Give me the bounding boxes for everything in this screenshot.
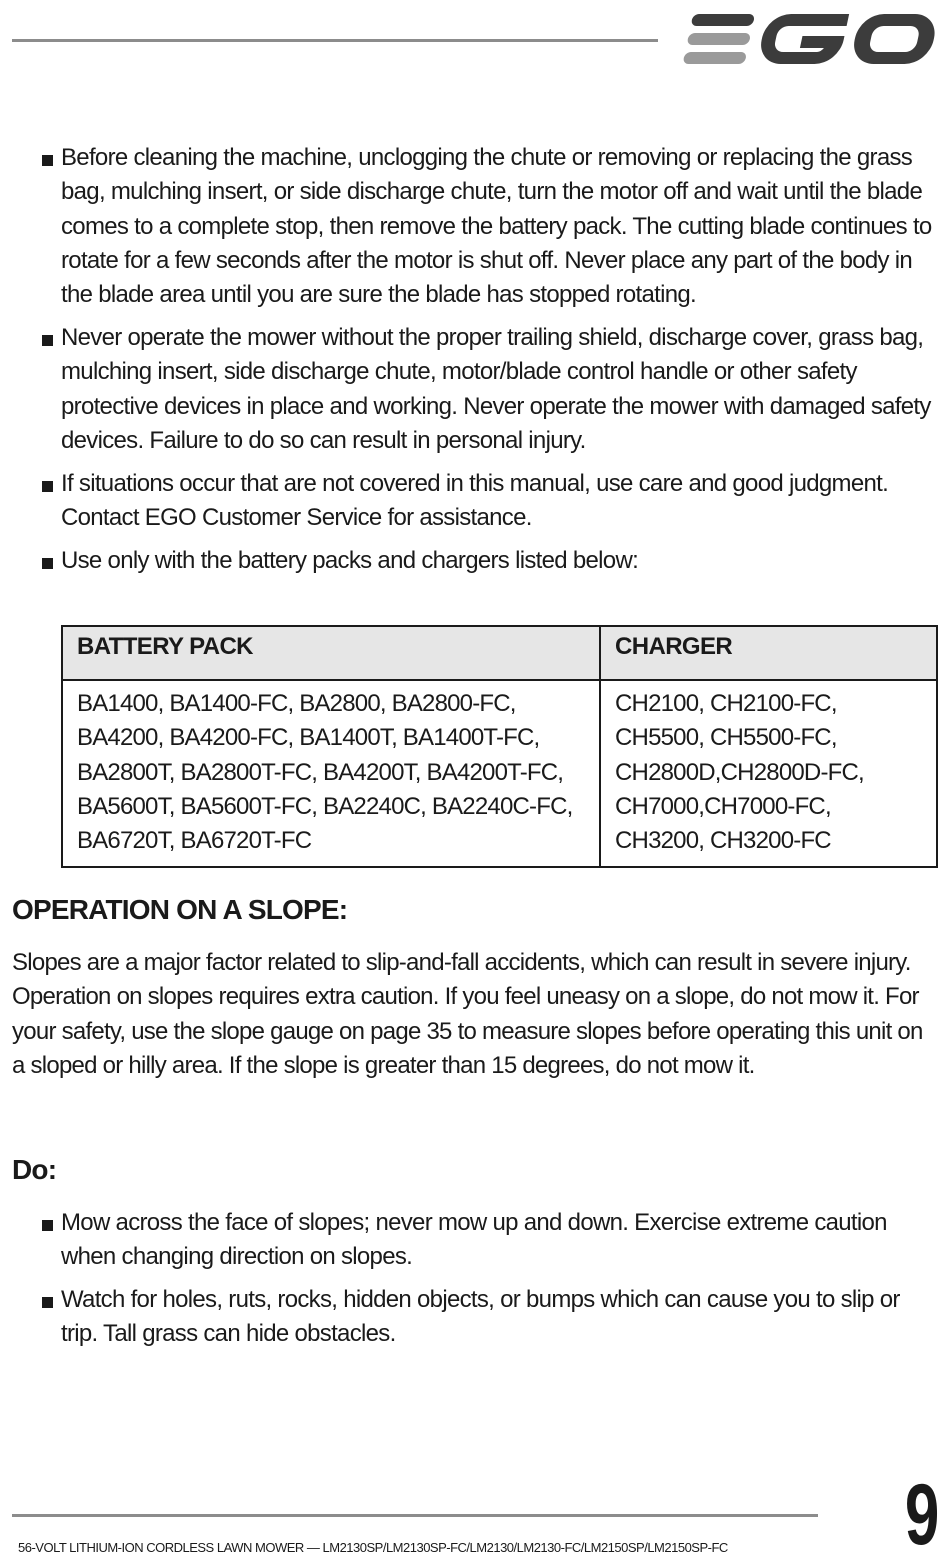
safety-bullet-guards: Never operate the mower without the proper trailing shield, discharge cover, grass bag, mulching insert, side discharge chute, motor/blade control handle or other safety protective devices in place and working. Never operate the mower with damaged safety devices. Failure to do so can result in personal injury.	[12, 321, 938, 458]
column-header-battery-pack: BATTERY PACK	[62, 626, 600, 680]
battery-line: BA4200, BA4200-FC, BA1400T, BA1400T-FC,	[77, 724, 540, 752]
do-bullet-mow-across: Mow across the face of slopes; never mow up and down. Exercise extreme caution when changing direction on slopes.	[12, 1206, 938, 1275]
charger-line: CH3200, CH3200-FC	[615, 827, 831, 855]
battery-line: BA1400, BA1400-FC, BA2800, BA2800-FC,	[77, 690, 516, 717]
charger-cell	[600, 680, 937, 867]
battery-line: BA6720T, BA6720T-FC	[77, 827, 312, 855]
ego-logo	[680, 10, 938, 68]
footer-model-line: 56-VOLT LITHIUM-ION CORDLESS LAWN MOWER — LM2130SP/LM2130SP-FC/LM2130/LM2130-FC/LM2150SP/LM2150SP-FC	[18, 1540, 728, 1555]
slope-paragraph: Slopes are a major factor related to slip-and-fall accidents, which can result in severe injury. Operation on slopes requires extra caution. If you feel uneasy on a slope, do not mow it. For your safety, use the slope gauge on page 35 to measure slopes before operating this unit on a sloped or hilly area. If the slope is greater than 15 degrees, do not mow it.	[12, 949, 923, 1079]
charger-line: CH2800D,CH2800D-FC,	[615, 758, 864, 786]
table-header-row	[62, 626, 937, 680]
page-number: 9	[904, 1467, 938, 1563]
do-section-heading: Do:	[12, 1154, 57, 1185]
safety-bullet-cleaning: Before cleaning the machine, unclogging the chute or removing or replacing the grass bag, mulching insert, or side discharge chute, turn the motor off and wait until the blade comes to a complete stop, then remove the battery pack. The cutting blade continues to rotate for a few seconds after the motor is shut off. Never place any part of the body in the blade area until you are sure the blade has stopped rotating.	[12, 141, 938, 312]
charger-line: CH2100, CH2100-FC,	[615, 690, 837, 717]
charger-line: CH5500, CH5500-FC,	[615, 724, 837, 752]
footer-rule	[12, 1514, 818, 1517]
safety-bullet-judgment: If situations occur that are not covered in this manual, use care and good judgment. Contact EGO Customer Service for assistance.	[12, 467, 938, 536]
do-bullet-watch-holes: Watch for holes, ruts, rocks, hidden objects, or bumps which can cause you to slip or trip. Tall grass can hide obstacles.	[12, 1283, 938, 1352]
table-row	[62, 680, 937, 867]
battery-line: BA5600T, BA5600T-FC, BA2240C, BA2240C-FC,	[77, 792, 573, 820]
charger-line: CH7000,CH7000-FC,	[615, 792, 831, 820]
battery-pack-cell	[62, 680, 600, 867]
safety-bullet-batteries: Use only with the battery packs and chargers listed below:	[12, 544, 938, 578]
battery-line: BA2800T, BA2800T-FC, BA4200T, BA4200T-FC,	[77, 758, 564, 786]
column-header-charger: CHARGER	[600, 626, 937, 680]
slope-section-heading: OPERATION ON A SLOPE:	[12, 894, 348, 925]
safety-bullet-list	[12, 141, 938, 587]
header-rule	[12, 39, 658, 42]
compatibility-table	[61, 625, 938, 868]
do-bullet-list	[12, 1206, 938, 1360]
